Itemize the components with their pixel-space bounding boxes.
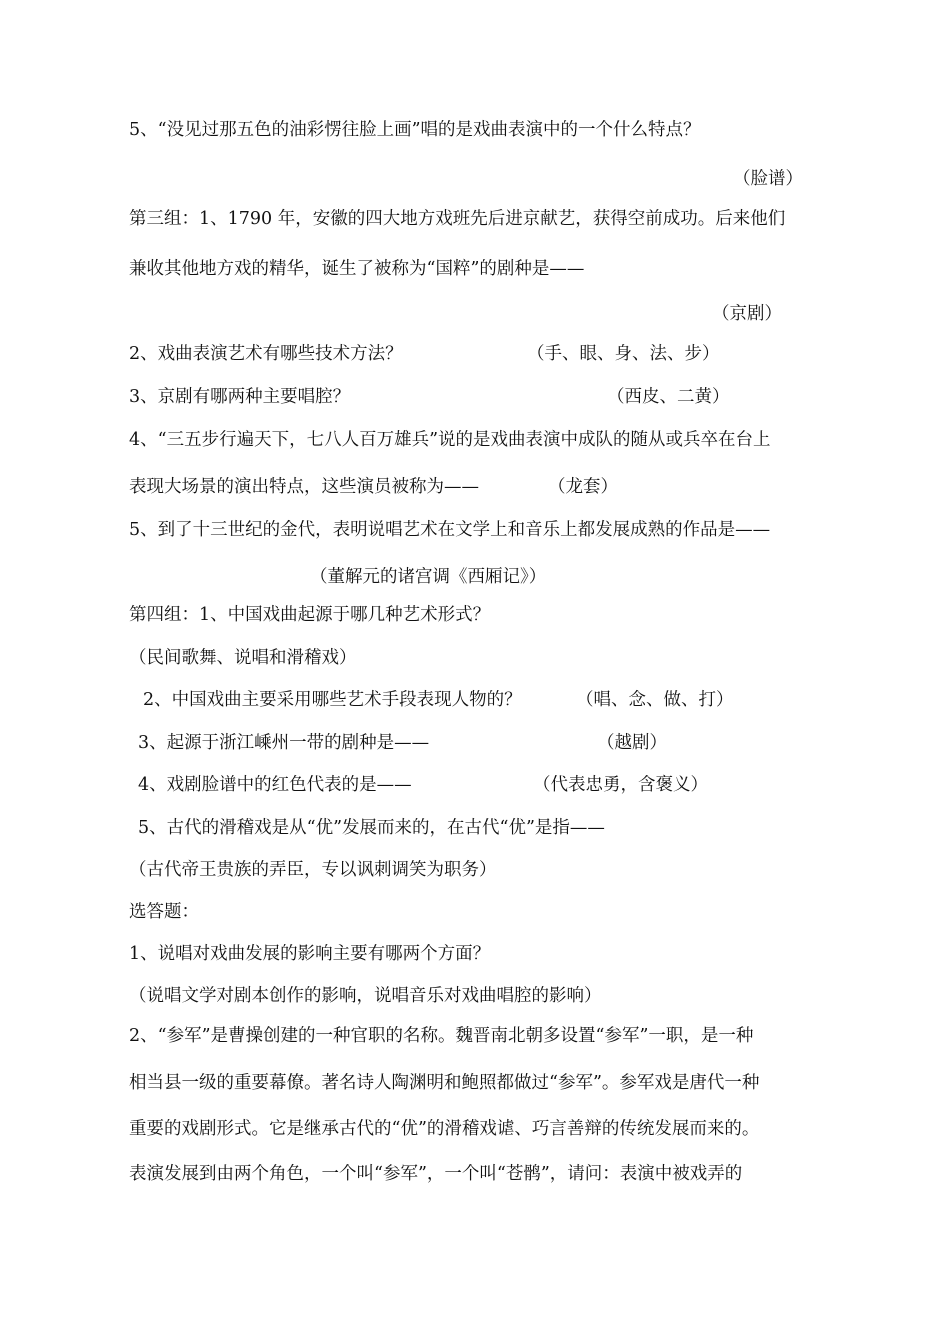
question-line: 第四组：1、中国戏曲起源于哪几种艺术形式？	[129, 605, 491, 625]
question-line: 2、戏曲表演艺术有哪些技术方法？	[129, 344, 403, 364]
answer-line: （手、眼、身、法、步）	[527, 344, 720, 364]
question-line: 3、京剧有哪两种主要唱腔？	[129, 387, 351, 407]
answer-line: （古代帝王贵族的弄臣，专以讽刺调笑为职务）	[129, 860, 497, 880]
question-line: 4、戏剧脸谱中的红色代表的是——	[138, 775, 412, 795]
question-line: 重要的戏剧形式。它是继承古代的“优”的滑稽戏谑、巧言善辩的传统发展而来的。	[129, 1119, 760, 1139]
question-line: 3、起源于浙江嵊州一带的剧种是——	[138, 733, 430, 753]
question-line: 第三组：1、1790 年，安徽的四大地方戏班先后进京献艺，获得空前成功。后来他们	[129, 209, 786, 229]
question-line: 1、说唱对戏曲发展的影响主要有哪两个方面？	[129, 944, 491, 964]
section-heading: 选答题：	[129, 902, 199, 922]
question-line: 4、“三五步行遍天下，七八人百万雄兵”说的是戏曲表演中成队的随从或兵卒在台上	[129, 430, 771, 450]
question-line: 5、到了十三世纪的金代，表明说唱艺术在文学上和音乐上都发展成熟的作品是——	[129, 520, 771, 540]
question-line: 表演发展到由两个角色，一个叫“参军”，一个叫“苍鹘”，请问：表演中被戏弄的	[129, 1164, 743, 1184]
question-line: 5、“没见过那五色的油彩愣往脸上画”唱的是戏曲表演中的一个什么特点？	[129, 120, 701, 140]
answer-line: （唱、念、做、打）	[576, 690, 734, 710]
question-line: 2、中国戏曲主要采用哪些艺术手段表现人物的？	[143, 690, 522, 710]
question-line: 2、“参军”是曹操创建的一种官职的名称。魏晋南北朝多设置“参军”一职，是一种	[129, 1026, 754, 1046]
question-line: 表现大场景的演出特点，这些演员被称为——	[129, 477, 479, 497]
answer-line: （西皮、二黄）	[607, 387, 730, 407]
question-line: 相当县一级的重要幕僚。著名诗人陶渊明和鲍照都做过“参军”。参军戏是唐代一种	[129, 1073, 760, 1093]
answer-line: （民间歌舞、说唱和滑稽戏）	[129, 648, 357, 668]
answer-line: （代表忠勇，含褒义）	[533, 775, 708, 795]
answer-line: （龙套）	[548, 477, 618, 497]
answer-line: （董解元的诸宫调《西厢记》）	[310, 567, 547, 587]
answer-line: （越剧）	[597, 733, 667, 753]
answer-line: （京剧）	[712, 304, 782, 324]
answer-line: （脸谱）	[733, 169, 803, 189]
answer-line: （说唱文学对剧本创作的影响，说唱音乐对戏曲唱腔的影响）	[129, 986, 602, 1006]
question-line: 5、古代的滑稽戏是从“优”发展而来的，在古代“优”是指——	[138, 818, 605, 838]
question-line: 兼收其他地方戏的精华，诞生了被称为“国粹”的剧种是——	[129, 259, 585, 279]
